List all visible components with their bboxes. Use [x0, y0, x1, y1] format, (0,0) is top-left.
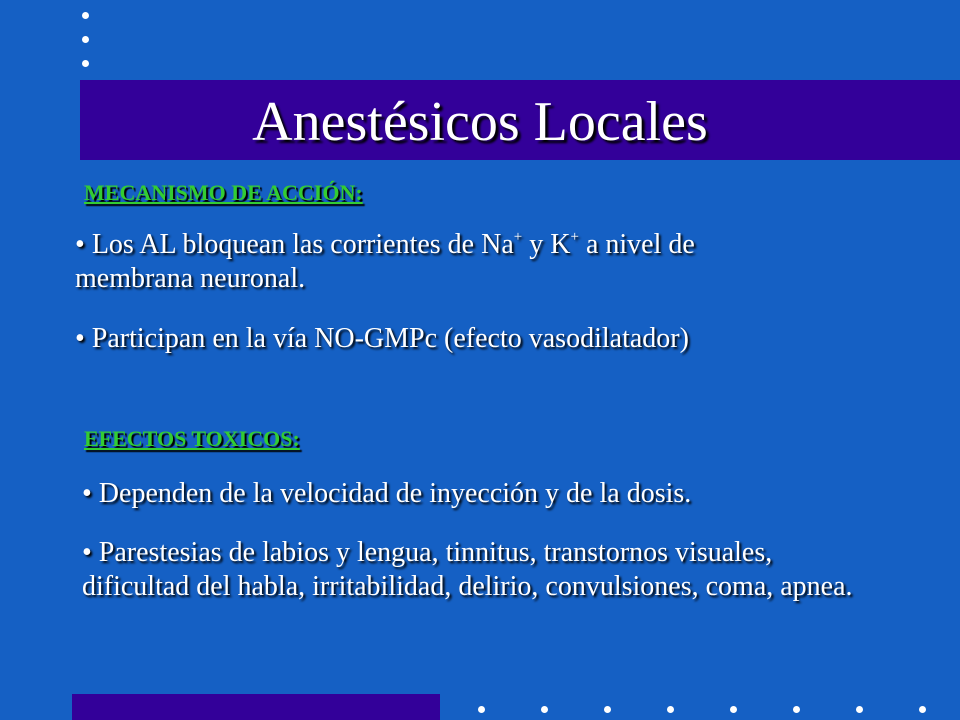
dot — [82, 36, 89, 43]
slide-title: Anestésicos Locales — [252, 91, 708, 153]
toxic-effects-heading: EFECTOS TOXICOS: — [84, 426, 300, 451]
bullet-text: y K — [522, 229, 571, 260]
dot — [82, 60, 89, 67]
mechanism-heading: MECANISMO DE ACCIÓN: — [84, 180, 363, 205]
dot — [541, 706, 548, 713]
mechanism-bullet-2: • Participan en la vía NO-GMPc (efecto vasodilatador) — [75, 323, 689, 354]
dot — [856, 706, 863, 713]
dot — [793, 706, 800, 713]
superscript-plus: + — [513, 228, 523, 245]
dot — [919, 706, 926, 713]
mechanism-bullet-1 — [75, 228, 815, 296]
toxic-bullet-2: • Parestesias de labios y lengua, tinnitus, transtornos visuales, dificultad del habla, irritabilidad, delirio, convulsiones, coma, apnea. — [82, 537, 853, 602]
dot — [667, 706, 674, 713]
toxic-bullet-1: • Dependen de la velocidad de inyección y de la dosis. — [82, 478, 692, 509]
dot — [604, 706, 611, 713]
bullet-text: a nivel de membrana neuronal. — [75, 229, 695, 294]
dot — [478, 706, 485, 713]
decorative-dots-horizontal — [470, 700, 950, 720]
bottom-bar — [72, 694, 440, 720]
bullet-text: Los AL bloquean las corrientes de Na — [84, 229, 514, 260]
superscript-plus: + — [570, 228, 579, 245]
bullet-marker: • — [75, 229, 85, 260]
dot — [82, 12, 89, 19]
decorative-dots-vertical — [82, 10, 94, 74]
dot — [730, 706, 737, 713]
